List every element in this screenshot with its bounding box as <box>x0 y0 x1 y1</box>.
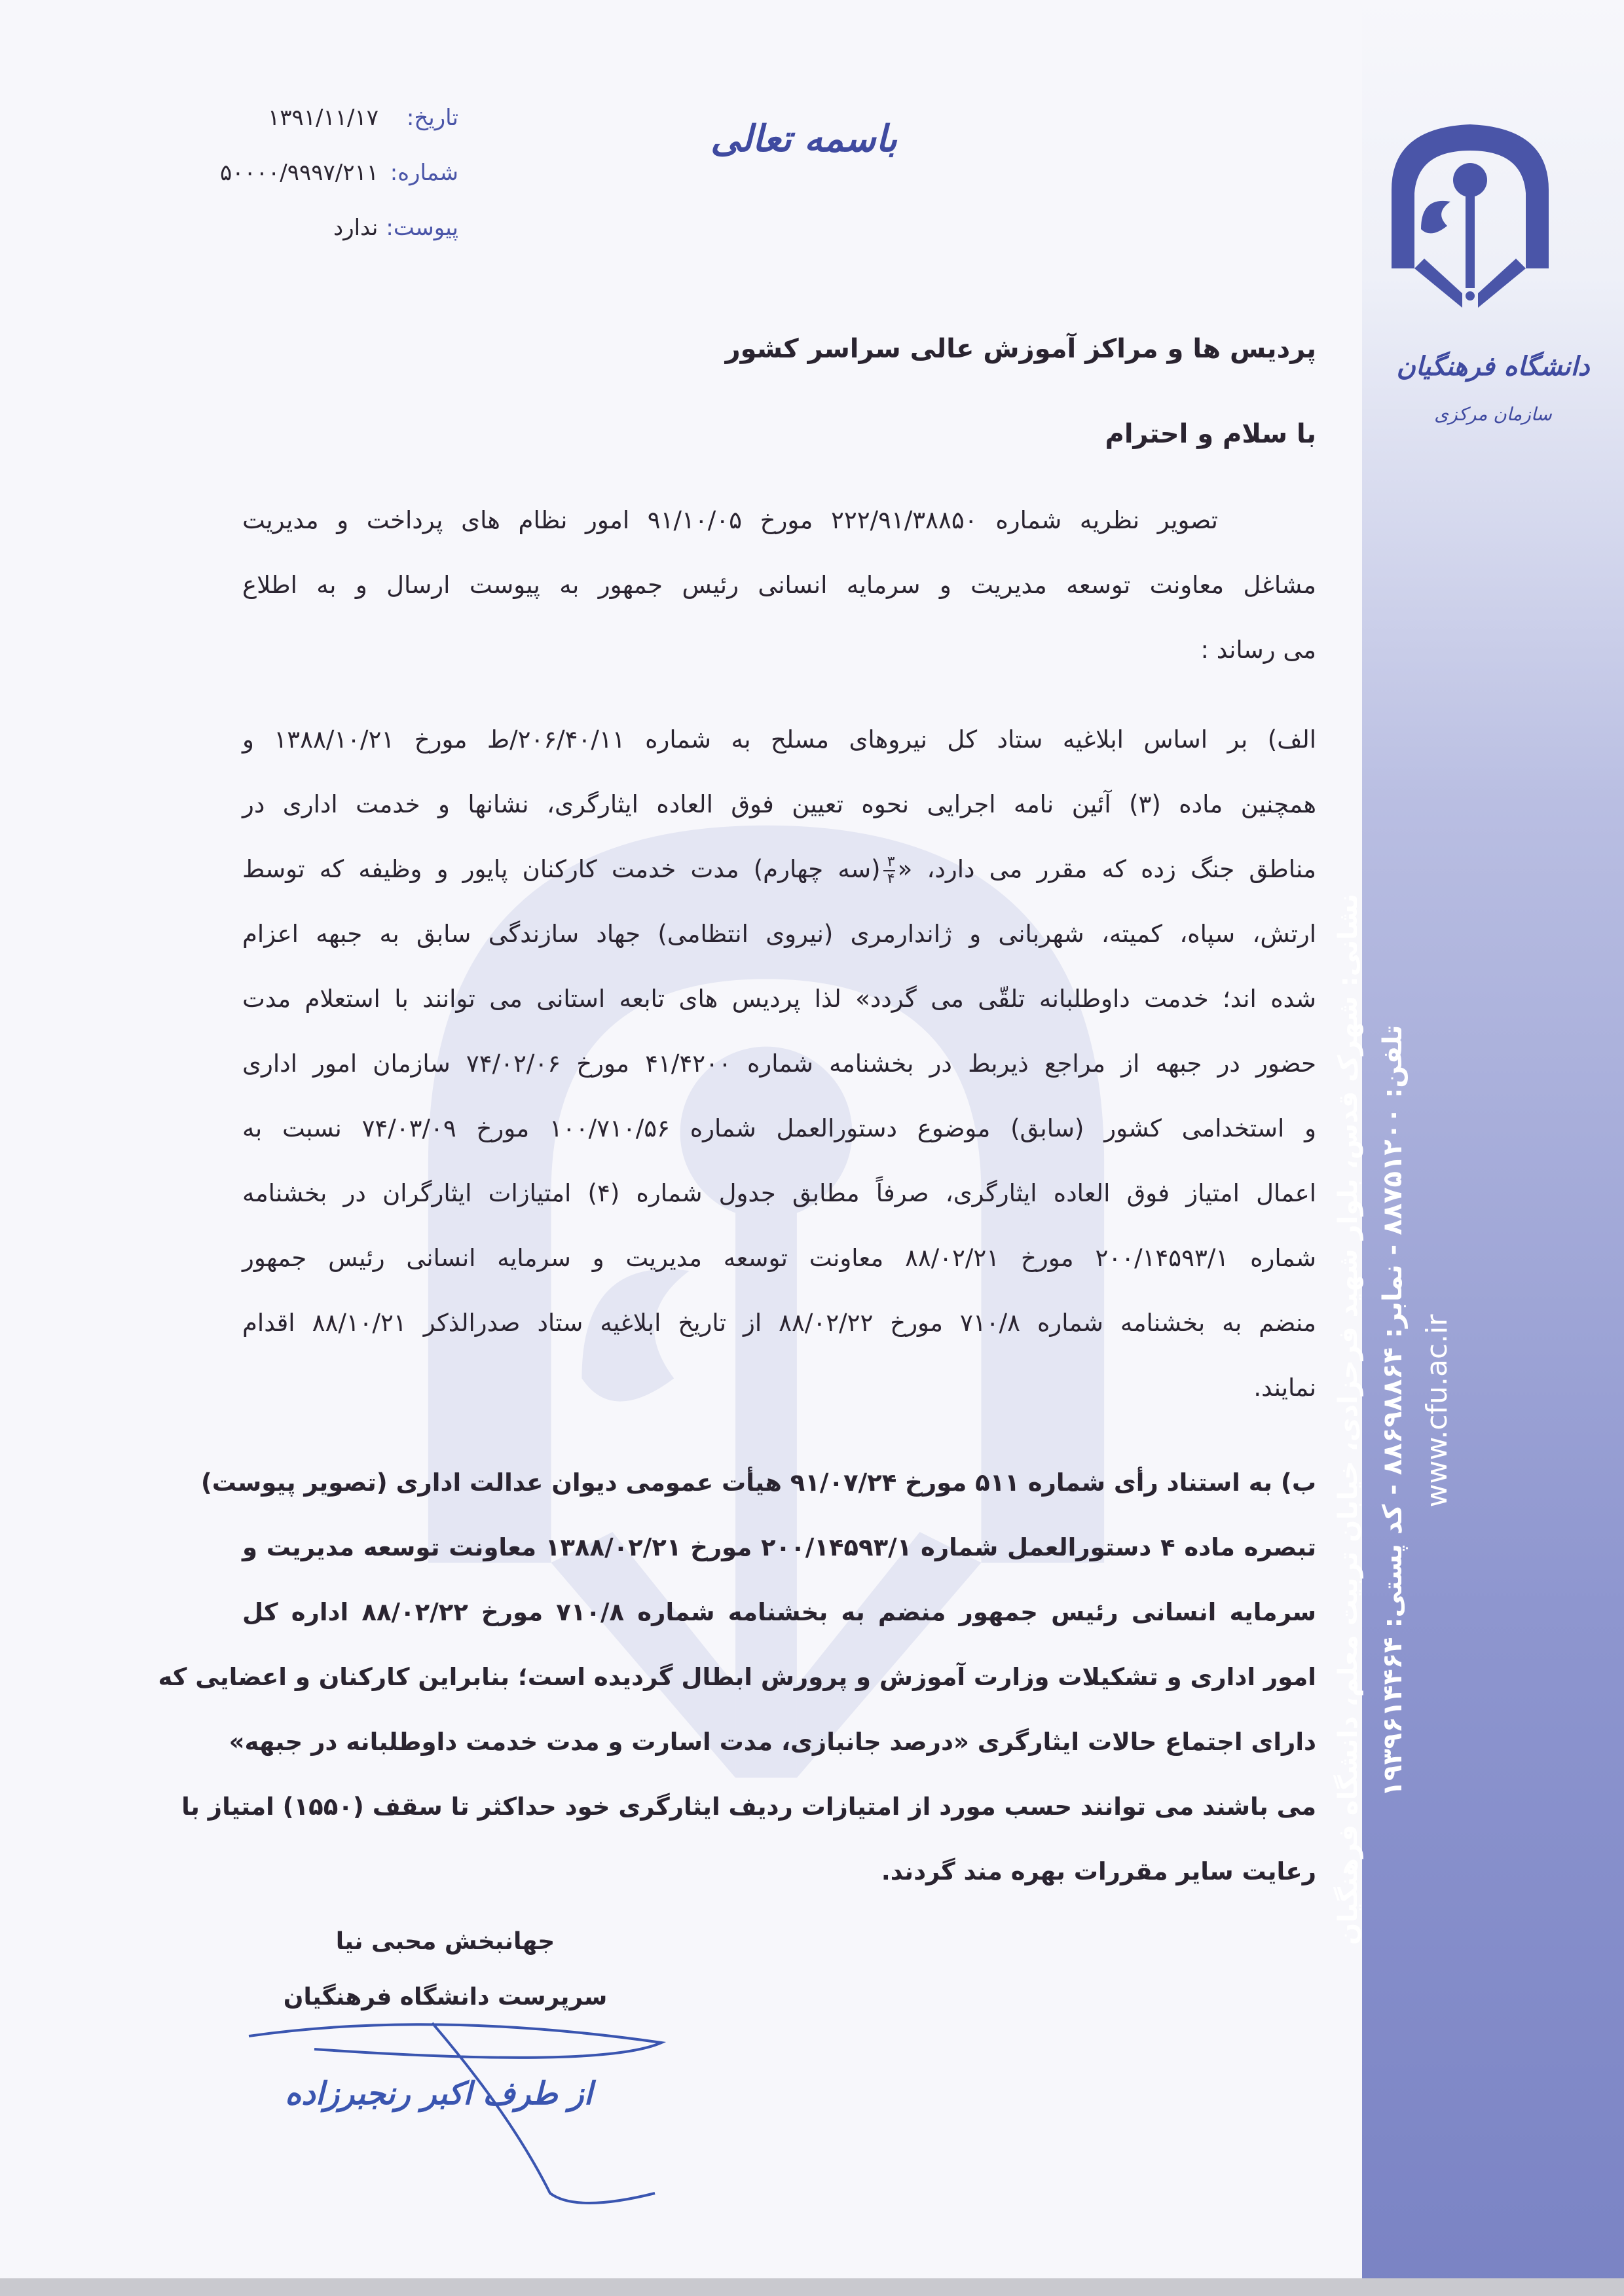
text-fragment: مناطق جنگ زده که مقرر می دارد، « <box>897 855 1316 883</box>
text-line: ب) به استناد رأی شماره ۵۱۱ مورخ ۹۱/۰۷/۲۴ هیأت عمومی دیوان عدالت اداری (تصویر پیوست) <box>200 1468 1316 1497</box>
text-fragment: (سه چهارم) مدت خدمت کارکنان پایور و وظیفه که توسط <box>242 855 881 883</box>
greeting: با سلام و احترام <box>1105 419 1316 449</box>
website-link[interactable]: www.cfu.ac.ir <box>1420 1314 1454 1508</box>
text-line: امور اداری و تشکیلات وزارت آموزش و پرورش ابطال گردیده است؛ بنابراین کارکنان و اعضایی که <box>158 1663 1316 1691</box>
date-label: تاریخ: <box>406 105 458 131</box>
attachment-row <box>183 215 458 270</box>
text-line: اعمال امتیاز فوق العاده ایثارگری، صرفاً مطابق جدول شماره (۴) امتیازات ایثارگران در بخشنامه <box>242 1179 1316 1207</box>
recipient: پردیس ها و مراکز آموزش عالی سراسر کشور <box>725 334 1316 364</box>
date-value: ۱۳۹۱/۱۱/۱۷ <box>267 105 378 131</box>
org-subtitle: سازمان مرکزی <box>1434 403 1552 425</box>
fraction-denominator: ۴ <box>887 870 895 887</box>
text-line: و استخدامی کشور (سابق) موضوع دستورالعمل شماره ۱۰۰/۷۱۰/۵۶ مورخ ۷۴/۰۳/۰۹ نسبت به <box>242 1114 1316 1142</box>
number-label: شماره: <box>390 160 458 186</box>
text-line: سرمایه انسانی رئیس جمهور منضم به بخشنامه شماره ۷۱۰/۸ مورخ ۸۸/۰۲/۲۲ اداره کل <box>242 1598 1316 1626</box>
text-line: تصویر نظریه شماره ۲۲۲/۹۱/۳۸۸۵۰ مورخ ۹۱/۱۰/۰۵ امور نظام های پرداخت و مدیریت <box>242 506 1218 534</box>
text-line: مشاغل معاونت توسعه مدیریت و سرمایه انسانی رئیس جمهور به پیوست ارسال و به اطلاع <box>242 571 1316 599</box>
text-line: الف) بر اساس ابلاغیه ستاد کل نیروهای مسلح به شماره ۲۰۶/۴۰/۱۱/ط مورخ ۱۳۸۸/۱۰/۲۱ و <box>242 725 1317 754</box>
scan-edge <box>0 2278 1624 2296</box>
text-line: همچنین ماده (۳) آئین نامه اجرایی نحوه تعیین فوق العاده ایثارگری، نشانها و خدمت اداری در <box>242 790 1316 818</box>
text-line: ارتش، سپاه، کمیته، شهربانی و ژاندارمری (نیروی انتظامی) جهاد سازندگی سابق به جبهه اعزام <box>242 920 1316 948</box>
paragraph-be <box>158 1450 1316 1904</box>
text-line-fraction <box>242 837 1316 902</box>
address-text: نشانی: شهرک قدس، بلوار شهید فرحزادی، خیابان تربیت معلم، دانشگاه فرهنگیان <box>1333 894 1363 1945</box>
university-logo-icon <box>1385 118 1555 340</box>
paragraph-intro <box>242 488 1316 682</box>
attachment-label: پیوست: <box>386 215 458 241</box>
text-line: دارای اجتماع حالات ایثارگری «درصد جانبازی، مدت اسارت و مدت خدمت داوطلبانه در جبهه» <box>229 1728 1316 1756</box>
text-line: تبصره ماده ۴ دستورالعمل شماره ۲۰۰/۱۴۵۹۳/۱ مورخ ۱۳۸۸/۰۲/۲۱ معاونت توسعه مدیریت و <box>242 1533 1316 1561</box>
org-name: دانشگاه فرهنگیان <box>1396 352 1590 382</box>
fraction-numerator: ۳ <box>887 853 895 870</box>
text-line: رعایت سایر مقررات بهره مند گردند. <box>881 1857 1316 1886</box>
fraction <box>883 853 895 887</box>
signer-name: جهانبخش محبی نیا <box>335 1928 555 1955</box>
basmala-heading: باسمه تعالی <box>710 118 897 160</box>
number-value: ۵۰۰۰۰/۹۹۹۷/۲۱۱ <box>219 160 378 186</box>
number-row <box>183 160 458 215</box>
text-line: نمایند. <box>1253 1374 1316 1402</box>
text-line: شده اند؛ خدمت داوطلبانه تلقّی می گردد» لذا پردیس های تابعه استانی می توانند با استعلام مدت <box>242 985 1316 1013</box>
phone-text: تلفن: ۸۸۷۵۱۲۰۰ - نمابر: ۸۸۶۹۸۸۶۴ - کد پستی: ۱۹۳۹۶۱۴۴۶۴ <box>1378 1025 1408 1797</box>
text-line: منضم به بخشنامه شماره ۷۱۰/۸ مورخ ۸۸/۰۲/۲۲ از تاریخ ابلاغیه ستاد صدرالذکر ۸۸/۱۰/۲۱ اقدام <box>242 1309 1316 1337</box>
contact-info <box>1326 894 1477 1945</box>
handwritten-signature: از طرف اکبر رنجبرزاده <box>285 2075 593 2112</box>
signer-title: سرپرست دانشگاه فرهنگیان <box>283 1984 608 2011</box>
paragraph-alef <box>242 707 1316 1420</box>
letter-meta <box>183 105 458 270</box>
text-line: می رساند : <box>1200 636 1316 664</box>
text-line: شماره ۲۰۰/۱۴۵۹۳/۱ مورخ ۸۸/۰۲/۲۱ معاونت توسعه مدیریت و سرمایه انسانی رئیس جمهور <box>242 1244 1316 1272</box>
text-line: می باشند می توانند حسب مورد از امتیازات ردیف ایثارگری خود حداکثر تا سقف (۱۵۵۰) امتیاز با <box>181 1793 1316 1821</box>
text-line: حضور در جبهه از مراجع ذیربط در بخشنامه شماره ۴۱/۴۲۰۰ مورخ ۷۴/۰۲/۰۶ سازمان امور اداری <box>242 1049 1316 1078</box>
date-row <box>183 105 458 160</box>
attachment-value: ندارد <box>333 215 378 241</box>
